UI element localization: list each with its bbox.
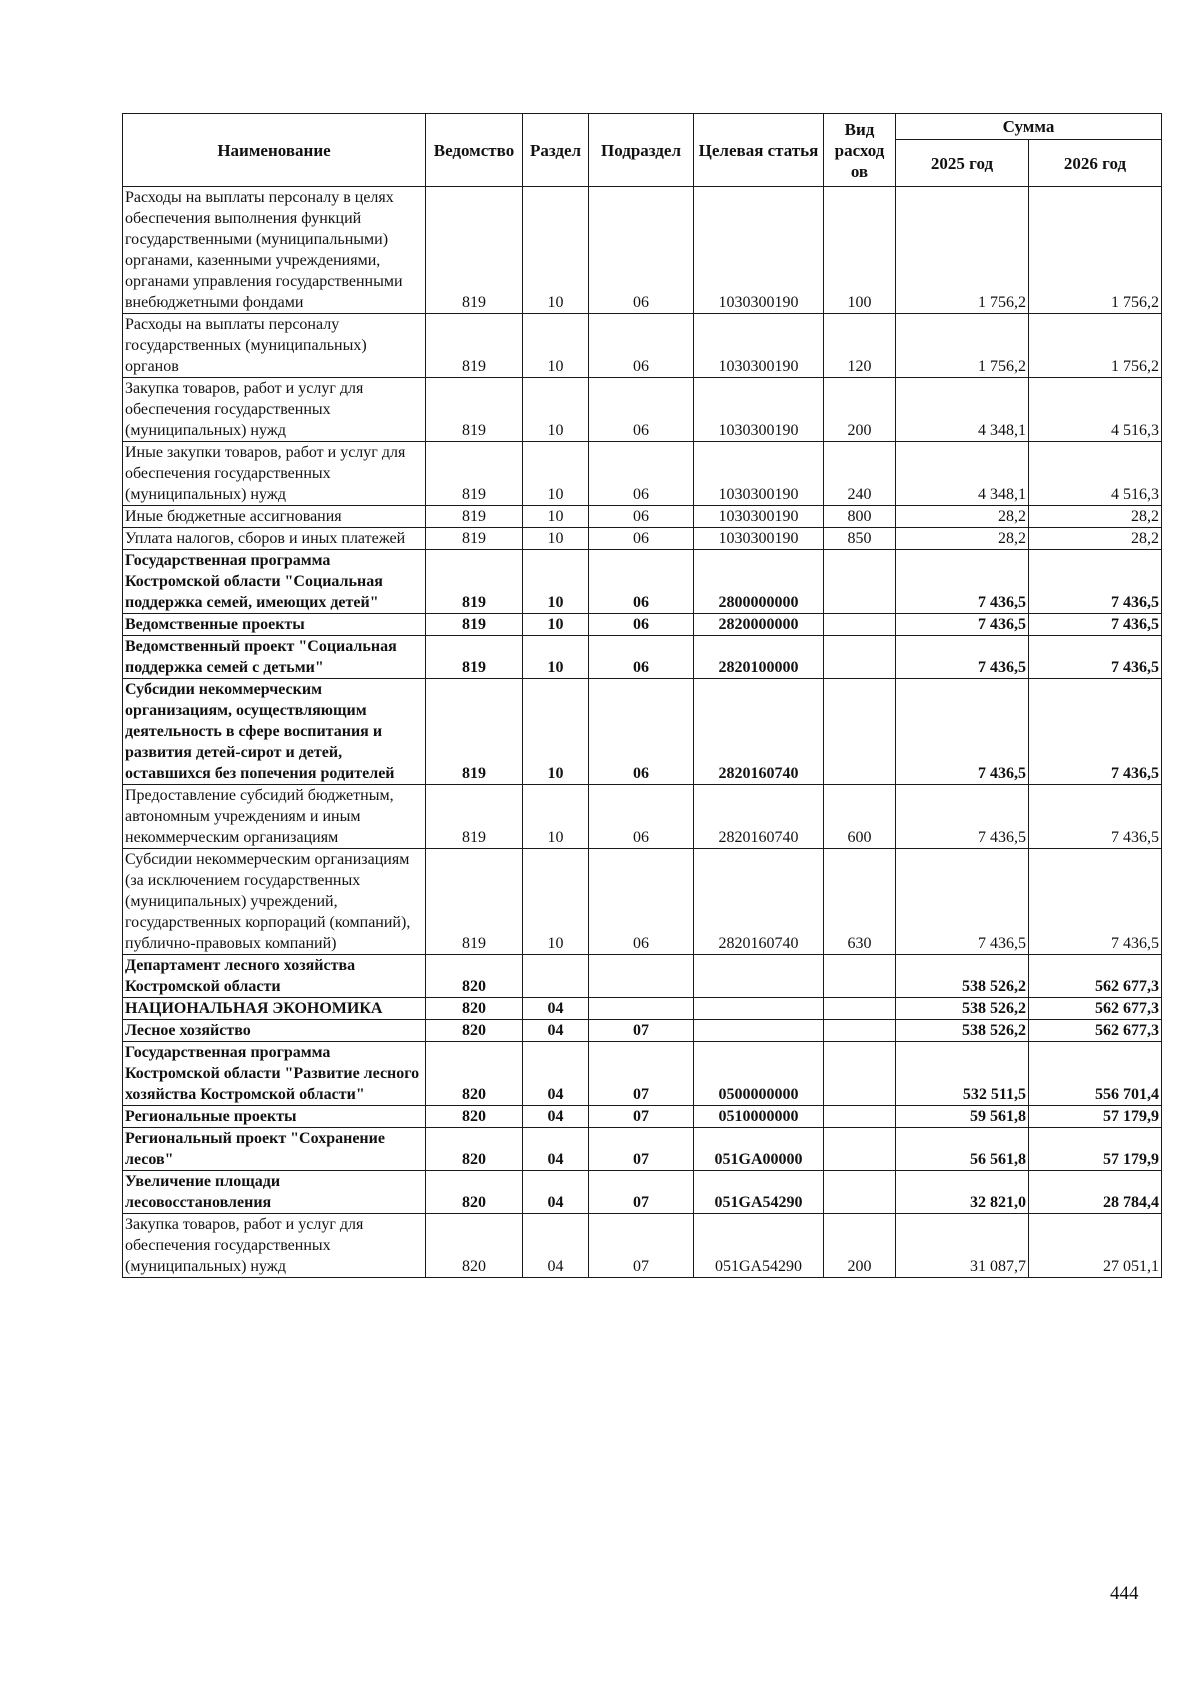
cell-subsection: 06 bbox=[589, 679, 694, 785]
cell-department: 819 bbox=[426, 679, 523, 785]
header-name: Наименование bbox=[123, 114, 426, 187]
cell-subsection: 06 bbox=[589, 785, 694, 849]
cell-expense-type bbox=[824, 679, 896, 785]
cell-subsection: 07 bbox=[589, 1042, 694, 1106]
cell-section: 10 bbox=[523, 614, 589, 636]
cell-subsection: 06 bbox=[589, 378, 694, 442]
cell-department: 819 bbox=[426, 187, 523, 314]
cell-amount-2026: 28,2 bbox=[1029, 528, 1162, 550]
cell-amount-2026: 7 436,5 bbox=[1029, 679, 1162, 785]
cell-expense-type bbox=[824, 998, 896, 1020]
cell-amount-2025: 1 756,2 bbox=[896, 187, 1029, 314]
cell-department: 820 bbox=[426, 955, 523, 998]
cell-amount-2026: 4 516,3 bbox=[1029, 442, 1162, 506]
cell-amount-2026: 1 756,2 bbox=[1029, 187, 1162, 314]
cell-amount-2026: 7 436,5 bbox=[1029, 614, 1162, 636]
cell-section: 04 bbox=[523, 1106, 589, 1128]
cell-amount-2026: 28,2 bbox=[1029, 506, 1162, 528]
cell-department: 819 bbox=[426, 614, 523, 636]
cell-target: 051GA54290 bbox=[694, 1171, 824, 1214]
cell-name: Иные бюджетные ассигнования bbox=[123, 506, 426, 528]
cell-name: Расходы на выплаты персоналу в целях обеспечения выполнения функций государственными (муниципальными) органами, казенными учреждениями, органами управления государственными внебюджетными фондами bbox=[123, 187, 426, 314]
cell-amount-2025: 4 348,1 bbox=[896, 442, 1029, 506]
header-target: Целевая статья bbox=[694, 114, 824, 187]
cell-department: 819 bbox=[426, 378, 523, 442]
cell-amount-2026: 7 436,5 bbox=[1029, 550, 1162, 614]
cell-amount-2025: 28,2 bbox=[896, 506, 1029, 528]
cell-department: 819 bbox=[426, 442, 523, 506]
cell-name: Региональный проект "Сохранение лесов" bbox=[123, 1128, 426, 1171]
cell-expense-type bbox=[824, 1106, 896, 1128]
cell-amount-2025: 532 511,5 bbox=[896, 1042, 1029, 1106]
cell-target: 2820160740 bbox=[694, 679, 824, 785]
cell-target: 0510000000 bbox=[694, 1106, 824, 1128]
table-row bbox=[123, 550, 1162, 614]
cell-amount-2025: 59 561,8 bbox=[896, 1106, 1029, 1128]
cell-subsection: 07 bbox=[589, 1020, 694, 1042]
cell-amount-2025: 7 436,5 bbox=[896, 614, 1029, 636]
cell-subsection: 06 bbox=[589, 506, 694, 528]
table-header bbox=[123, 114, 1162, 187]
cell-name: Субсидии некоммерческим организациям, осуществляющим деятельность в сфере воспитания и развития детей-сирот и детей, оставшихся без попечения родителей bbox=[123, 679, 426, 785]
cell-amount-2025: 538 526,2 bbox=[896, 1020, 1029, 1042]
cell-expense-type bbox=[824, 1128, 896, 1171]
table-row bbox=[123, 1020, 1162, 1042]
cell-target bbox=[694, 1020, 824, 1042]
cell-section: 04 bbox=[523, 1020, 589, 1042]
cell-section: 10 bbox=[523, 550, 589, 614]
cell-amount-2026: 1 756,2 bbox=[1029, 314, 1162, 378]
cell-section: 04 bbox=[523, 1128, 589, 1171]
cell-expense-type: 200 bbox=[824, 378, 896, 442]
table-row bbox=[123, 1106, 1162, 1128]
cell-section: 04 bbox=[523, 1171, 589, 1214]
cell-amount-2026: 7 436,5 bbox=[1029, 785, 1162, 849]
cell-department: 820 bbox=[426, 1128, 523, 1171]
cell-section: 10 bbox=[523, 442, 589, 506]
table-row bbox=[123, 528, 1162, 550]
cell-target: 2820000000 bbox=[694, 614, 824, 636]
table-row bbox=[123, 314, 1162, 378]
header-year-2026: 2026 год bbox=[1029, 140, 1162, 187]
cell-target: 0500000000 bbox=[694, 1042, 824, 1106]
cell-expense-type: 200 bbox=[824, 1214, 896, 1278]
cell-target: 051GA54290 bbox=[694, 1214, 824, 1278]
cell-expense-type: 800 bbox=[824, 506, 896, 528]
header-section: Раздел bbox=[523, 114, 589, 187]
cell-target: 2820160740 bbox=[694, 785, 824, 849]
header-year-2025: 2025 год bbox=[896, 140, 1029, 187]
cell-amount-2025: 7 436,5 bbox=[896, 849, 1029, 955]
cell-expense-type: 600 bbox=[824, 785, 896, 849]
cell-name: Ведомственные проекты bbox=[123, 614, 426, 636]
cell-expense-type: 120 bbox=[824, 314, 896, 378]
cell-amount-2026: 556 701,4 bbox=[1029, 1042, 1162, 1106]
cell-subsection: 07 bbox=[589, 1214, 694, 1278]
cell-name: Ведомственный проект "Социальная поддержка семей с детьми" bbox=[123, 636, 426, 679]
cell-amount-2025: 538 526,2 bbox=[896, 955, 1029, 998]
header-expense-type: Вид расход ов bbox=[824, 114, 896, 187]
cell-department: 819 bbox=[426, 528, 523, 550]
table-row bbox=[123, 849, 1162, 955]
table-row bbox=[123, 955, 1162, 998]
cell-department: 819 bbox=[426, 636, 523, 679]
cell-subsection bbox=[589, 955, 694, 998]
cell-subsection: 07 bbox=[589, 1106, 694, 1128]
cell-section: 10 bbox=[523, 187, 589, 314]
cell-name: Субсидии некоммерческим организациям (за исключением государственных (муниципальных) учреждений, государственных корпораций (компаний), публично-правовых компаний) bbox=[123, 849, 426, 955]
table-row bbox=[123, 679, 1162, 785]
cell-subsection: 06 bbox=[589, 636, 694, 679]
cell-amount-2025: 538 526,2 bbox=[896, 998, 1029, 1020]
cell-section: 10 bbox=[523, 785, 589, 849]
cell-expense-type: 850 bbox=[824, 528, 896, 550]
table-row bbox=[123, 1171, 1162, 1214]
cell-department: 820 bbox=[426, 1020, 523, 1042]
cell-name: Увеличение площади лесовосстановления bbox=[123, 1171, 426, 1214]
cell-expense-type: 240 bbox=[824, 442, 896, 506]
cell-amount-2026: 27 051,1 bbox=[1029, 1214, 1162, 1278]
cell-department: 820 bbox=[426, 1171, 523, 1214]
cell-name: Лесное хозяйство bbox=[123, 1020, 426, 1042]
cell-amount-2025: 32 821,0 bbox=[896, 1171, 1029, 1214]
cell-department: 820 bbox=[426, 1042, 523, 1106]
cell-expense-type bbox=[824, 1020, 896, 1042]
cell-amount-2026: 57 179,9 bbox=[1029, 1106, 1162, 1128]
cell-subsection: 06 bbox=[589, 442, 694, 506]
cell-section: 04 bbox=[523, 998, 589, 1020]
cell-name: Департамент лесного хозяйства Костромской области bbox=[123, 955, 426, 998]
cell-subsection: 07 bbox=[589, 1128, 694, 1171]
table-row bbox=[123, 785, 1162, 849]
cell-amount-2026: 562 677,3 bbox=[1029, 955, 1162, 998]
cell-target: 1030300190 bbox=[694, 314, 824, 378]
cell-section: 10 bbox=[523, 849, 589, 955]
cell-section: 10 bbox=[523, 378, 589, 442]
cell-amount-2025: 7 436,5 bbox=[896, 679, 1029, 785]
table-row bbox=[123, 506, 1162, 528]
cell-target bbox=[694, 998, 824, 1020]
cell-section: 04 bbox=[523, 1042, 589, 1106]
cell-department: 820 bbox=[426, 998, 523, 1020]
table-row bbox=[123, 378, 1162, 442]
cell-target: 2820160740 bbox=[694, 849, 824, 955]
cell-amount-2025: 7 436,5 bbox=[896, 550, 1029, 614]
cell-name: НАЦИОНАЛЬНАЯ ЭКОНОМИКА bbox=[123, 998, 426, 1020]
cell-subsection: 06 bbox=[589, 187, 694, 314]
cell-section: 10 bbox=[523, 679, 589, 785]
cell-expense-type bbox=[824, 955, 896, 998]
cell-section: 04 bbox=[523, 1214, 589, 1278]
cell-target: 1030300190 bbox=[694, 187, 824, 314]
cell-amount-2025: 28,2 bbox=[896, 528, 1029, 550]
cell-subsection: 06 bbox=[589, 314, 694, 378]
cell-section: 10 bbox=[523, 314, 589, 378]
cell-amount-2025: 7 436,5 bbox=[896, 636, 1029, 679]
cell-name: Предоставление субсидий бюджетным, автономным учреждениям и иным некоммерческим организациям bbox=[123, 785, 426, 849]
cell-section: 10 bbox=[523, 636, 589, 679]
cell-target bbox=[694, 955, 824, 998]
cell-target: 2820100000 bbox=[694, 636, 824, 679]
table-row bbox=[123, 998, 1162, 1020]
cell-target: 2800000000 bbox=[694, 550, 824, 614]
cell-expense-type bbox=[824, 1042, 896, 1106]
cell-department: 819 bbox=[426, 506, 523, 528]
cell-amount-2026: 562 677,3 bbox=[1029, 998, 1162, 1020]
cell-name: Уплата налогов, сборов и иных платежей bbox=[123, 528, 426, 550]
cell-target: 051GA00000 bbox=[694, 1128, 824, 1171]
cell-department: 820 bbox=[426, 1214, 523, 1278]
page-number: 444 bbox=[1110, 1583, 1139, 1604]
cell-expense-type bbox=[824, 636, 896, 679]
table-row bbox=[123, 1042, 1162, 1106]
table-row bbox=[123, 636, 1162, 679]
cell-subsection: 06 bbox=[589, 614, 694, 636]
cell-subsection: 06 bbox=[589, 849, 694, 955]
cell-amount-2025: 31 087,7 bbox=[896, 1214, 1029, 1278]
cell-subsection: 06 bbox=[589, 528, 694, 550]
cell-amount-2026: 7 436,5 bbox=[1029, 849, 1162, 955]
cell-subsection: 06 bbox=[589, 550, 694, 614]
cell-target: 1030300190 bbox=[694, 378, 824, 442]
cell-department: 819 bbox=[426, 849, 523, 955]
cell-expense-type bbox=[824, 1171, 896, 1214]
cell-name: Государственная программа Костромской области "Социальная поддержка семей, имеющих детей" bbox=[123, 550, 426, 614]
cell-target: 1030300190 bbox=[694, 442, 824, 506]
header-subsection: Подраздел bbox=[589, 114, 694, 187]
cell-name: Государственная программа Костромской области "Развитие лесного хозяйства Костромской области" bbox=[123, 1042, 426, 1106]
cell-department: 819 bbox=[426, 550, 523, 614]
cell-amount-2026: 4 516,3 bbox=[1029, 378, 1162, 442]
cell-amount-2026: 7 436,5 bbox=[1029, 636, 1162, 679]
table-row bbox=[123, 442, 1162, 506]
table-body bbox=[123, 187, 1162, 1278]
cell-name: Закупка товаров, работ и услуг для обеспечения государственных (муниципальных) нужд bbox=[123, 378, 426, 442]
cell-expense-type: 630 bbox=[824, 849, 896, 955]
cell-department: 820 bbox=[426, 1106, 523, 1128]
cell-amount-2025: 1 756,2 bbox=[896, 314, 1029, 378]
cell-expense-type bbox=[824, 614, 896, 636]
cell-department: 819 bbox=[426, 314, 523, 378]
cell-section bbox=[523, 955, 589, 998]
cell-section: 10 bbox=[523, 506, 589, 528]
cell-subsection: 07 bbox=[589, 1171, 694, 1214]
cell-name: Иные закупки товаров, работ и услуг для обеспечения государственных (муниципальных) нужд bbox=[123, 442, 426, 506]
cell-amount-2025: 7 436,5 bbox=[896, 785, 1029, 849]
cell-amount-2025: 56 561,8 bbox=[896, 1128, 1029, 1171]
cell-name: Региональные проекты bbox=[123, 1106, 426, 1128]
cell-amount-2026: 562 677,3 bbox=[1029, 1020, 1162, 1042]
budget-sheet bbox=[122, 113, 1162, 1278]
cell-expense-type: 100 bbox=[824, 187, 896, 314]
header-department: Ведомство bbox=[426, 114, 523, 187]
cell-section: 10 bbox=[523, 528, 589, 550]
table-row bbox=[123, 1214, 1162, 1278]
cell-department: 819 bbox=[426, 785, 523, 849]
cell-name: Закупка товаров, работ и услуг для обеспечения государственных (муниципальных) нужд bbox=[123, 1214, 426, 1278]
table-row bbox=[123, 614, 1162, 636]
budget-table bbox=[122, 113, 1162, 1278]
table-row bbox=[123, 1128, 1162, 1171]
cell-target: 1030300190 bbox=[694, 528, 824, 550]
cell-amount-2026: 28 784,4 bbox=[1029, 1171, 1162, 1214]
cell-amount-2025: 4 348,1 bbox=[896, 378, 1029, 442]
cell-subsection bbox=[589, 998, 694, 1020]
cell-target: 1030300190 bbox=[694, 506, 824, 528]
cell-amount-2026: 57 179,9 bbox=[1029, 1128, 1162, 1171]
header-amount: Сумма bbox=[896, 114, 1162, 140]
cell-name: Расходы на выплаты персоналу государственных (муниципальных) органов bbox=[123, 314, 426, 378]
cell-expense-type bbox=[824, 550, 896, 614]
table-row bbox=[123, 187, 1162, 314]
